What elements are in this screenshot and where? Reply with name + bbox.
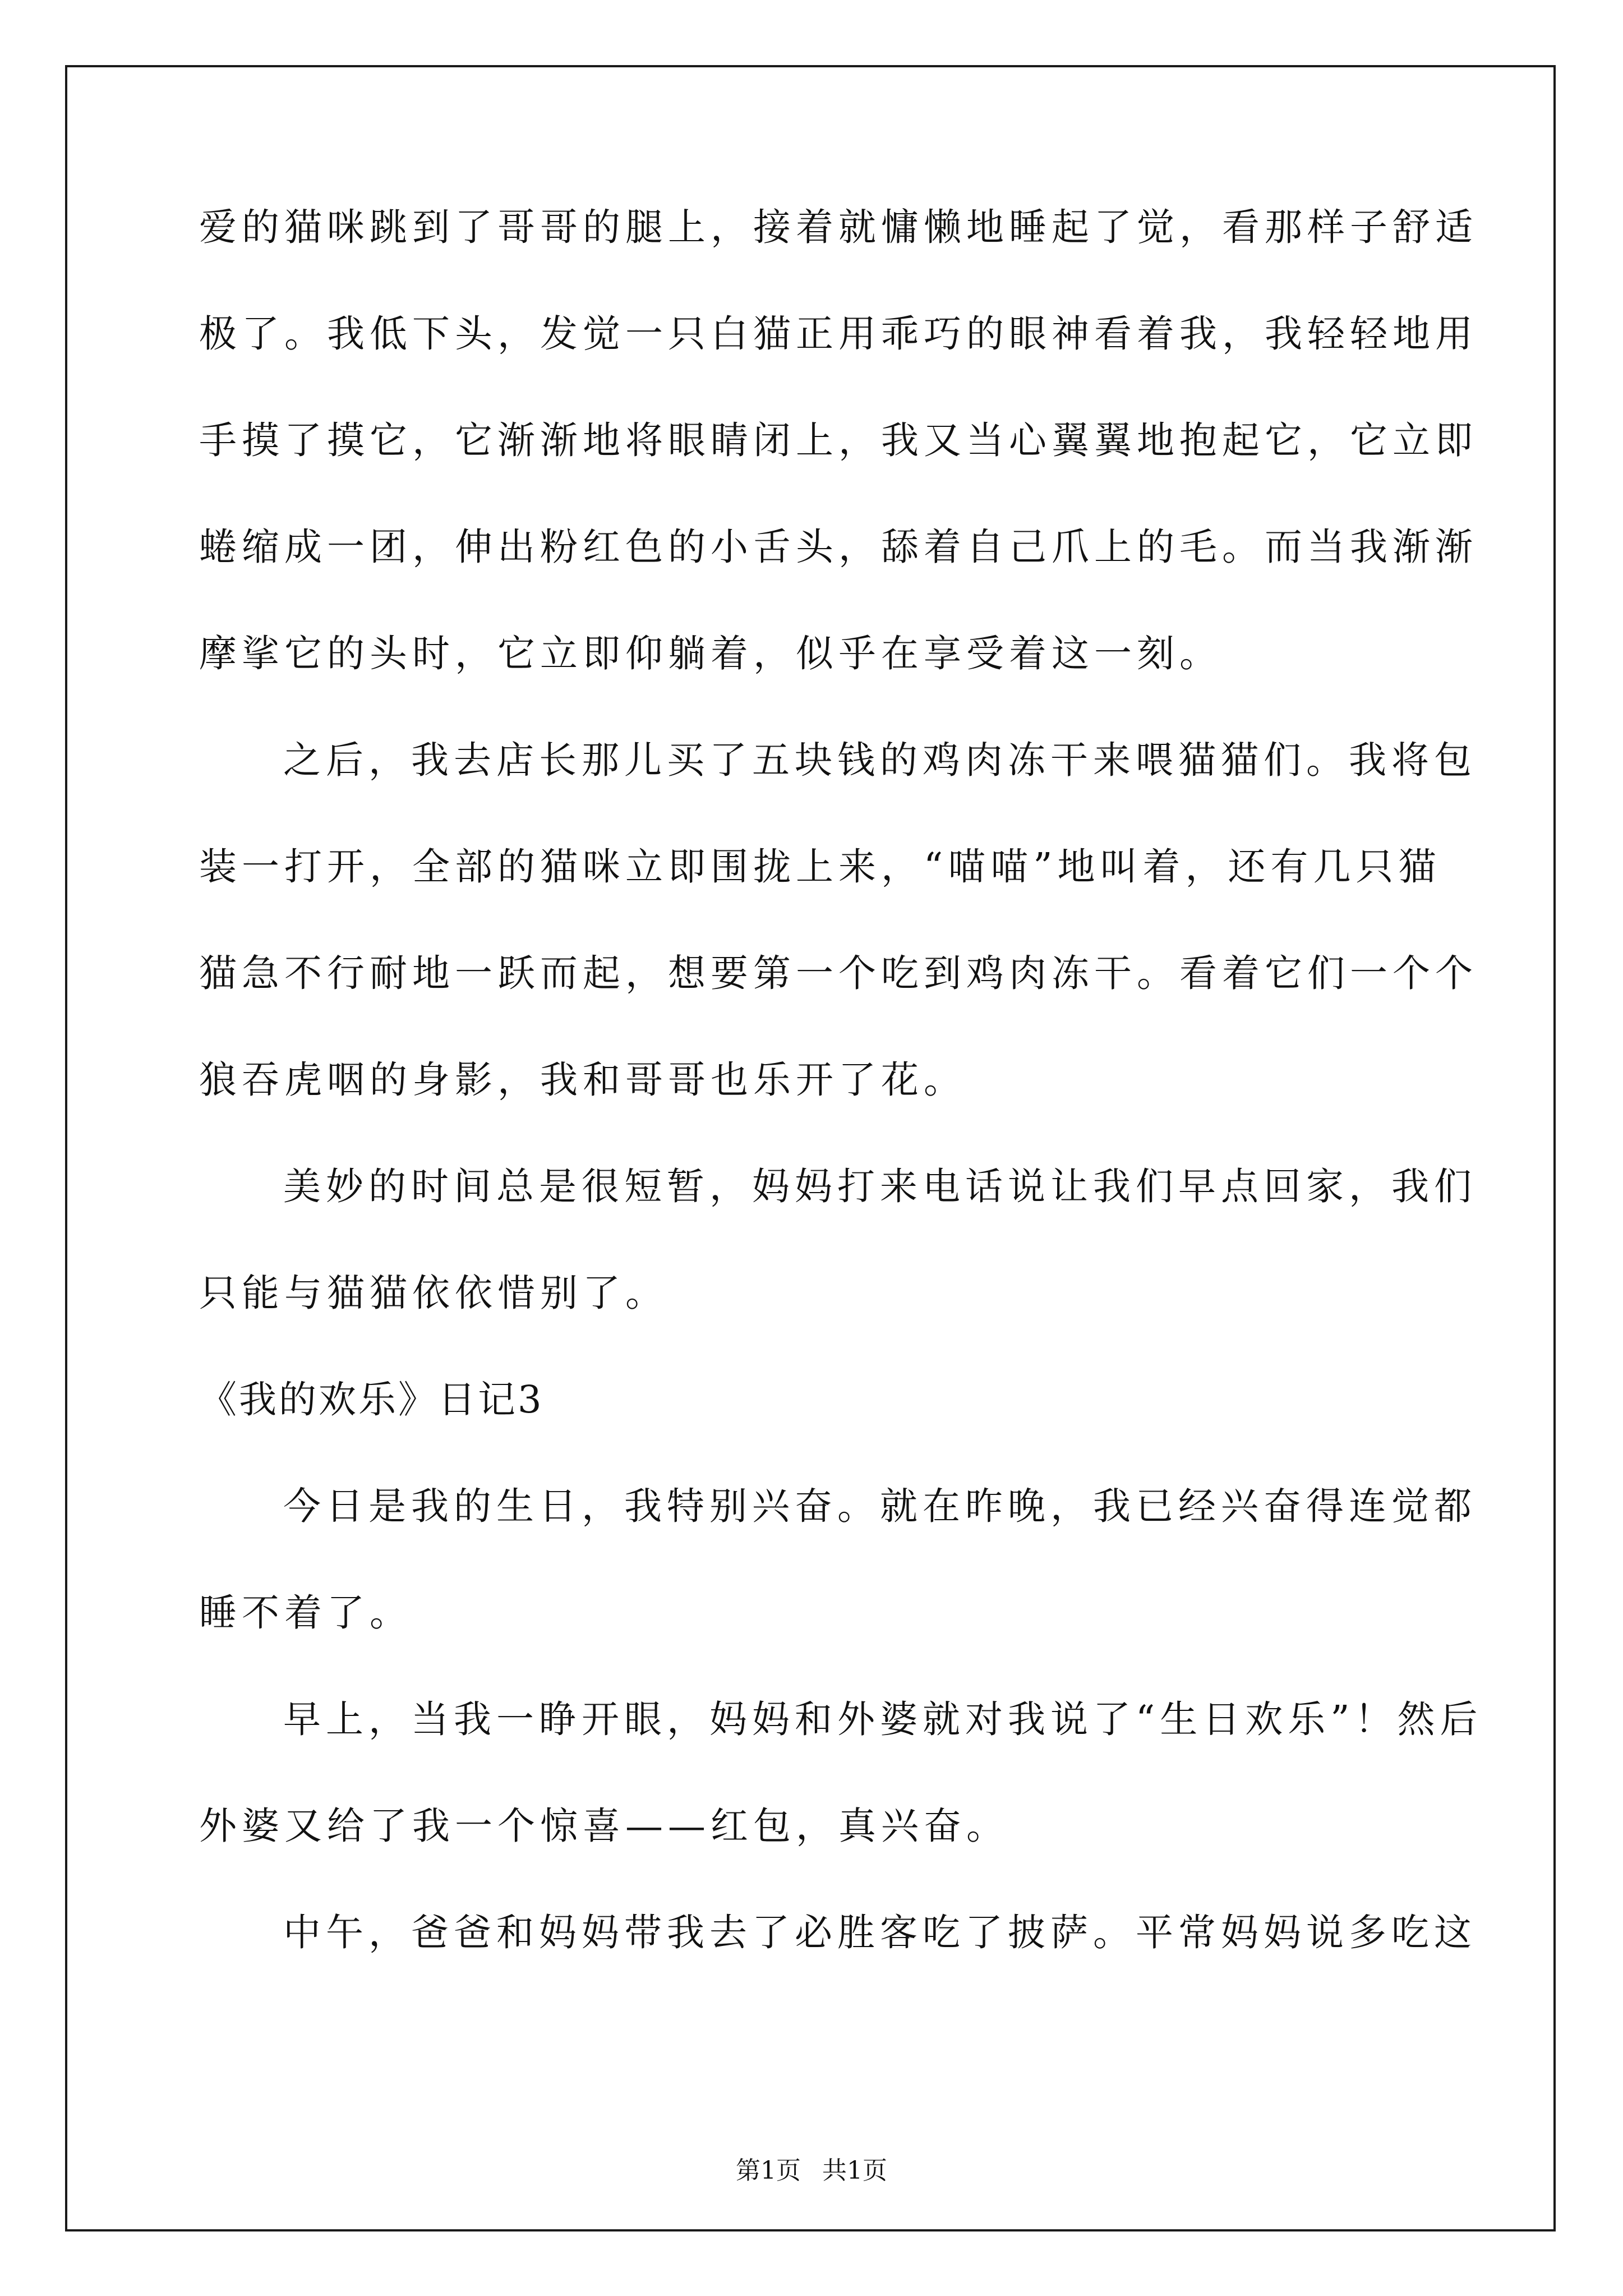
text-line-4: 蜷缩成一团，伸出粉红色的小舌头，舔着自己爪上的毛。而当我渐渐 — [199, 525, 1478, 569]
text-line-9: 狼吞虎咽的身影，我和哥哥也乐开了花。 — [199, 1058, 966, 1102]
text-line-8: 猫急不行耐地一跃而起，想要第一个吃到鸡肉冻干。看着它们一个个 — [199, 951, 1478, 995]
text-line-10: 美妙的时间总是很短暂，妈妈打来电话说让我们早点回家，我们 — [283, 1165, 1477, 1208]
text-line-5: 摩挲它的头时，它立即仰躺着，似乎在享受着这一刻。 — [199, 632, 1222, 675]
document-body — [199, 205, 1483, 2021]
text-line-16: 外婆又给了我一个惊喜——红包，真兴奋。 — [199, 1804, 1009, 1848]
text-line-6: 之后，我去店长那儿买了五块钱的鸡肉冻干来喂猫猫们。我将包 — [283, 738, 1477, 782]
text-line-3: 手摸了摸它，它渐渐地将眼睛闭上，我又当心翼翼地抱起它，它立即 — [199, 418, 1478, 462]
page-footer — [0, 2156, 1623, 2185]
diary-heading: 《我的欢乐》日记3 — [199, 1378, 544, 1421]
text-line-14: 睡不着了。 — [199, 1591, 412, 1635]
page-total: 共1页 — [822, 2156, 887, 2185]
page-number: 第1页 — [736, 2156, 801, 2185]
text-line-7: 装一打开，全部的猫咪立即围拢上来，“喵喵”地叫着，还有几只猫 — [199, 845, 1441, 889]
text-line-17: 中午，爸爸和妈妈带我去了必胜客吃了披萨。平常妈妈说多吃这 — [283, 1911, 1477, 1954]
text-line-11: 只能与猫猫依依惜别了。 — [199, 1271, 668, 1315]
text-line-13: 今日是我的生日，我特别兴奋。就在昨晚，我已经兴奋得连觉都 — [283, 1484, 1477, 1528]
text-line-1: 爱的猫咪跳到了哥哥的腿上，接着就慵懒地睡起了觉，看那样子舒适 — [199, 205, 1478, 249]
text-line-15: 早上，当我一睁开眼，妈妈和外婆就对我说了“生日欢乐”！然后 — [283, 1697, 1483, 1741]
text-line-2: 极了。我低下头，发觉一只白猫正用乖巧的眼神看着我，我轻轻地用 — [199, 312, 1478, 356]
